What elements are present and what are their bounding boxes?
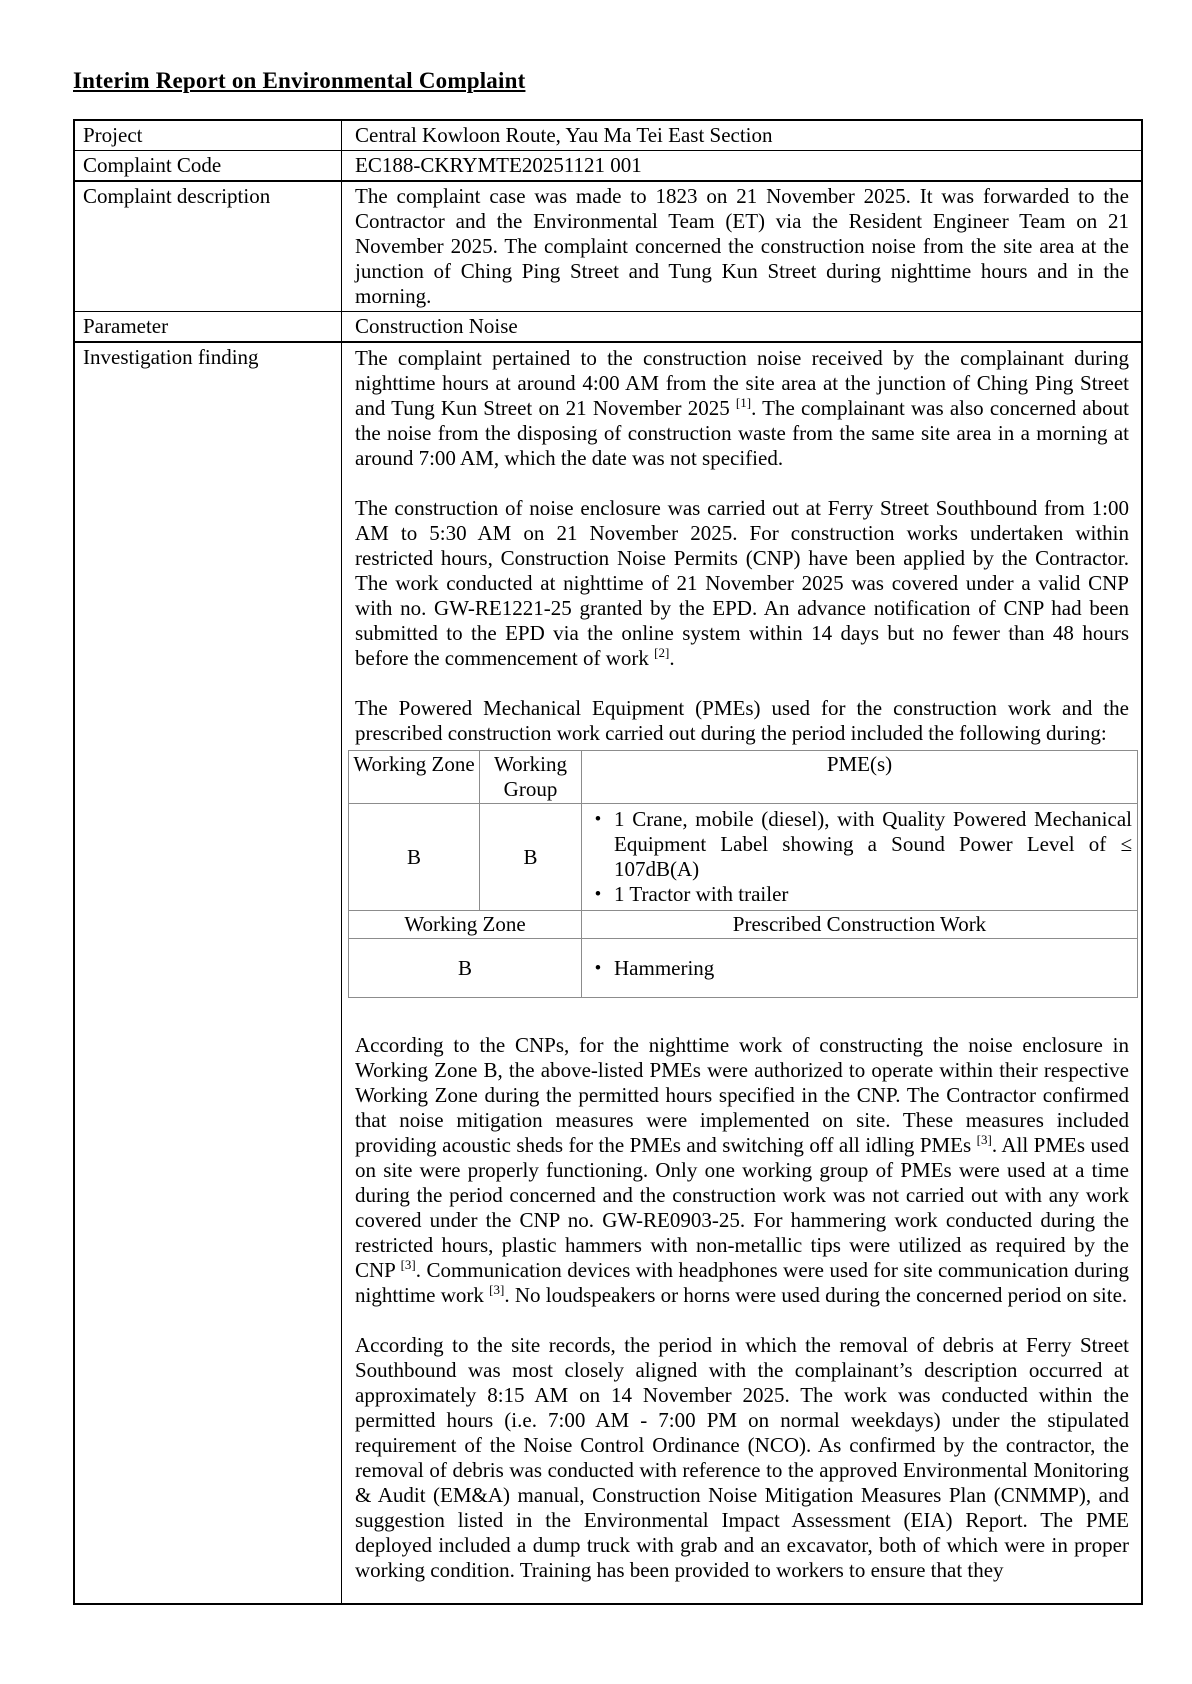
working-zone-header-2: Working Zone [349,911,582,939]
work-list-cell [582,939,1138,998]
bullet-icon: • [594,884,602,905]
pme-item-text: 1 Crane, mobile (diesel), with Quality Powered Mechanical Equipment Label showing a Sound Power Level of ≤ 107dB(A) [614,807,1132,881]
working-zone-header: Working Zone [349,751,480,804]
footnote-marker-1: [1] [735,395,752,410]
work-item-text: Hammering [614,955,715,980]
paragraph-text: The complaint pertained to the construction noise received by the complainant during nighttime hours at around 4:00 AM from the site area at the junction of Ching Ping Street and Tung Kun Street on 21 November 2025 [355,346,1129,420]
paragraph-text: . All PMEs used on site were properly functioning. Only one working group of PMEs were used at a time during the period concerned and the construction work was not carried out with any work covered under the CNP no. GW-RE0903-25. For hammering work conducted during the restricted hours, plastic hammers with non-metallic tips were utilized as required by the CNP [355,1133,1129,1282]
footnote-marker-3: [3] [400,1257,416,1272]
parameter-label: Parameter [74,312,342,343]
finding-paragraph-1 [355,346,1129,471]
pme-table-row-2 [349,939,1138,998]
footnote-marker-3: [3] [489,1282,505,1297]
complaint-code-value: EC188-CKRYMTE20251121 001 [342,151,1143,182]
working-group-header: Working Group [480,751,582,804]
table-row-complaint-description [74,181,1142,312]
page-title: Interim Report on Environmental Complaint [73,68,526,93]
paragraph-text: . The complainant was also concerned about the noise from the disposing of construction waste from the same site area in a morning at around 7:00 AM, which the date was not specified. [355,396,1129,470]
working-zone-cell: B [349,804,480,911]
table-row-investigation-finding [74,342,1142,1604]
investigation-finding-label: Investigation finding [74,342,342,1604]
table-row-project [74,120,1142,151]
list-item [582,882,1135,907]
complaint-code-label: Complaint Code [74,151,342,182]
paragraph-text: . No loudspeakers or horns were used during the concerned period on site. [504,1283,1128,1307]
finding-paragraph-3: The Powered Mechanical Equipment (PMEs) used for the construction work and the prescribed construction work carried out during the period included the following during: [355,696,1129,745]
pme-table [348,750,1138,998]
complaint-report-table [73,119,1143,1605]
pme-table-header-row-2 [349,911,1138,939]
project-value: Central Kowloon Route, Yau Ma Tei East Section [342,120,1143,151]
prescribed-work-header: Prescribed Construction Work [582,911,1138,939]
footnote-marker-3: [3] [976,1132,992,1147]
complaint-description-value: The complaint case was made to 1823 on 21 November 2025. It was forwarded to the Contractor and the Environmental Team (ET) via the Resident Engineer Team on 21 November 2025. The complaint concerned the construction noise from the site area at the junction of Ching Ping Street and Tung Kun Street during nighttime hours and in the morning. [342,181,1143,312]
paragraph-text: According to the CNPs, for the nighttime work of constructing the noise enclosure in Working Zone B, the above-listed PMEs were authorized to operate within their respective Working Zone during the permitted hours specified in the CNP. The Contractor confirmed that noise mitigation measures were implemented on site. These measures included providing acoustic sheds for the PMEs and switching off all idling PMEs [355,1033,1129,1157]
bullet-icon: • [594,957,602,979]
list-item [582,956,1135,981]
pme-item-text: 1 Tractor with trailer [614,882,789,906]
pme-list-cell [582,804,1138,911]
investigation-finding-value [342,342,1143,1604]
working-group-cell: B [480,804,582,911]
working-zone-cell-2: B [349,939,582,998]
pme-table-header-row [349,751,1138,804]
finding-paragraph-5: According to the site records, the period in which the removal of debris at Ferry Street Southbound was most closely aligned with the complainant’s description occurred at approximately 8:15 AM on 14 November 2025. The work was conducted within the permitted hours (i.e. 7:00 AM - 7:00 PM on normal weekdays) under the stipulated requirement of the Noise Control Ordinance (NCO). As confirmed by the contractor, the removal of debris was conducted with reference to the approved Environmental Monitoring & Audit (EM&A) manual, Construction Noise Mitigation Measures Plan (CNMMP), and suggestion listed in the Environmental Impact Assessment (EIA) Report. The PME deployed included a dump truck with grab and an excavator, both of which were in proper working condition. Training has been provided to workers to ensure that they [355,1333,1129,1582]
table-row-complaint-code [74,151,1142,182]
pmes-header: PME(s) [582,751,1138,804]
project-label: Project [74,120,342,151]
bullet-icon: • [594,809,602,830]
finding-paragraph-4 [355,1033,1129,1308]
pme-table-row [349,804,1138,911]
footnote-marker-2: [2] [654,645,670,660]
paragraph-text: . Communication devices with headphones were used for site communication during nighttime work [355,1258,1129,1307]
finding-paragraph-2 [355,496,1129,671]
paragraph-text: . [669,646,675,670]
paragraph-text: The construction of noise enclosure was carried out at Ferry Street Southbound from 1:00 AM to 5:30 AM on 21 November 2025. For construction works undertaken within restricted hours, Construction Noise Permits (CNP) have been applied by the Contractor. The work conducted at nighttime of 21 November 2025 was covered under a valid CNP with no. GW-RE1221-25 granted by the EPD. An advance notification of CNP had been submitted to the EPD via the online system within 14 days but no fewer than 48 hours before the commencement of work [355,496,1129,670]
table-row-parameter [74,312,1142,343]
list-item [582,807,1135,882]
complaint-description-label: Complaint description [74,181,342,312]
parameter-value: Construction Noise [342,312,1143,343]
